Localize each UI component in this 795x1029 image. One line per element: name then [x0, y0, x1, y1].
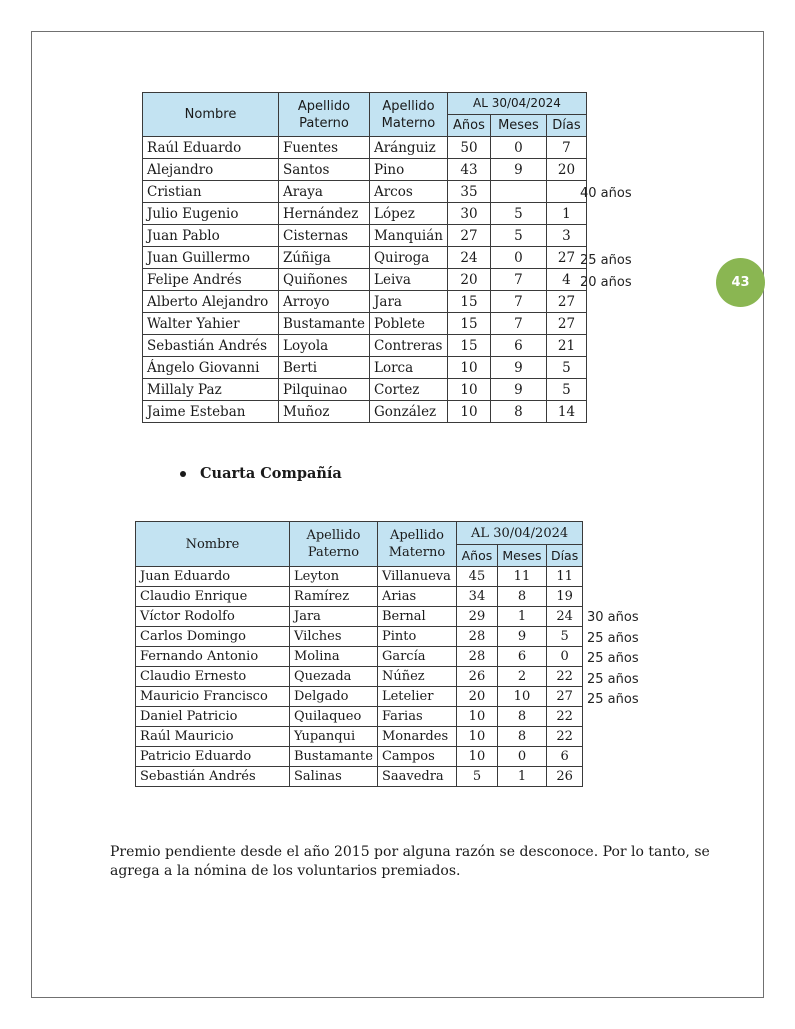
cell-apellido-paterno: Santos — [279, 159, 370, 181]
cell-dias: 27 — [546, 247, 586, 269]
cell-apellido-paterno: Ramírez — [290, 587, 378, 607]
cell-apellido-materno: Saavedra — [377, 767, 456, 787]
cell-apellido-paterno: Muñoz — [279, 401, 370, 423]
years-note: 25 años — [587, 692, 639, 707]
table-row — [136, 767, 583, 787]
cell-meses: 8 — [490, 401, 546, 423]
cell-apellido-materno: Arcos — [369, 181, 447, 203]
header-apellido-paterno: Apellido Paterno — [279, 93, 370, 137]
bullet-icon — [180, 471, 186, 477]
cell-meses: 8 — [497, 727, 546, 747]
cell-dias: 1 — [546, 203, 586, 225]
section-heading — [180, 465, 342, 482]
cell-apellido-paterno: Cisternas — [279, 225, 370, 247]
cell-meses: 0 — [490, 137, 546, 159]
table-row — [143, 159, 587, 181]
header-fecha: AL 30/04/2024 — [447, 93, 586, 115]
cell-apellido-materno: Villanueva — [377, 567, 456, 587]
cell-nombre: Sebastián Andrés — [143, 335, 279, 357]
cell-anos: 28 — [456, 627, 497, 647]
cell-apellido-paterno: Fuentes — [279, 137, 370, 159]
cell-nombre: Carlos Domingo — [136, 627, 290, 647]
cell-apellido-materno: Poblete — [369, 313, 447, 335]
cell-apellido-materno: Letelier — [377, 687, 456, 707]
table-row — [143, 247, 587, 269]
cell-nombre: Millaly Paz — [143, 379, 279, 401]
cell-dias: 20 — [546, 159, 586, 181]
table-row — [136, 567, 583, 587]
cell-apellido-paterno: Quiñones — [279, 269, 370, 291]
cell-apellido-materno: López — [369, 203, 447, 225]
table-row — [143, 313, 587, 335]
section-title: Cuarta Compañía — [200, 465, 342, 482]
cell-dias: 19 — [546, 587, 582, 607]
cell-anos: 24 — [447, 247, 490, 269]
header-nombre: Nombre — [143, 93, 279, 137]
header-apellido-paterno: Apellido Paterno — [290, 522, 378, 567]
cell-nombre: Jaime Esteban — [143, 401, 279, 423]
cell-anos: 15 — [447, 291, 490, 313]
cell-meses: 9 — [490, 379, 546, 401]
cell-dias: 6 — [546, 747, 582, 767]
cell-nombre: Alejandro — [143, 159, 279, 181]
table-row — [143, 269, 587, 291]
cell-apellido-paterno: Araya — [279, 181, 370, 203]
cell-meses: 8 — [497, 587, 546, 607]
cell-meses: 7 — [490, 269, 546, 291]
cell-nombre: Juan Pablo — [143, 225, 279, 247]
cell-apellido-materno: Pino — [369, 159, 447, 181]
years-note: 25 años — [587, 651, 639, 667]
table-row — [143, 137, 587, 159]
cell-apellido-paterno: Arroyo — [279, 291, 370, 313]
table-row — [143, 181, 587, 203]
table-row — [143, 291, 587, 313]
table-row — [136, 707, 583, 727]
cell-meses: 11 — [497, 567, 546, 587]
cell-anos: 10 — [456, 747, 497, 767]
table-cuarta-compania — [135, 521, 583, 787]
cell-apellido-materno: Pinto — [377, 627, 456, 647]
cell-apellido-paterno: Loyola — [279, 335, 370, 357]
header-fecha: AL 30/04/2024 — [456, 522, 582, 545]
cell-apellido-paterno: Jara — [290, 607, 378, 627]
cell-dias: 22 — [546, 707, 582, 727]
cell-meses: 6 — [497, 647, 546, 667]
header-dias: Días — [546, 115, 586, 137]
cell-dias: 5 — [546, 379, 586, 401]
years-note: 25 años — [587, 630, 639, 646]
cell-nombre: Mauricio Francisco — [136, 687, 290, 707]
cell-meses: 7 — [490, 313, 546, 335]
cell-meses: 9 — [490, 159, 546, 181]
cell-apellido-materno: Arias — [377, 587, 456, 607]
cell-meses: 6 — [490, 335, 546, 357]
cell-apellido-paterno: Molina — [290, 647, 378, 667]
cell-anos: 43 — [447, 159, 490, 181]
years-note: 30 años — [587, 610, 639, 626]
table-row — [136, 747, 583, 767]
header-nombre: Nombre — [136, 522, 290, 567]
cell-nombre: Walter Yahier — [143, 313, 279, 335]
cell-nombre: Patricio Eduardo — [136, 747, 290, 767]
cell-meses: 7 — [490, 291, 546, 313]
cell-nombre: Claudio Ernesto — [136, 667, 290, 687]
table-row — [136, 607, 583, 627]
cell-nombre: Julio Eugenio — [143, 203, 279, 225]
cell-dias: 27 — [546, 291, 586, 313]
cell-nombre: Claudio Enrique — [136, 587, 290, 607]
cell-apellido-paterno: Yupanqui — [290, 727, 378, 747]
cell-anos: 10 — [456, 727, 497, 747]
cell-meses: 9 — [490, 357, 546, 379]
cell-apellido-materno: Bernal — [377, 607, 456, 627]
cell-dias: 7 — [546, 137, 586, 159]
cell-nombre: Fernando Antonio — [136, 647, 290, 667]
cell-nombre: Raúl Eduardo — [143, 137, 279, 159]
cell-meses: 5 — [490, 203, 546, 225]
cell-apellido-paterno: Leyton — [290, 567, 378, 587]
years-note: 25 años — [580, 252, 632, 268]
cell-anos: 10 — [456, 707, 497, 727]
cell-anos: 20 — [456, 687, 497, 707]
cell-apellido-paterno: Berti — [279, 357, 370, 379]
footnote-paragraph: Premio pendiente desde el año 2015 por alguna razón se desconoce. Por lo tanto, se agrega a la nómina de los voluntarios premiados. — [110, 844, 710, 879]
cell-dias: 22 — [546, 667, 582, 687]
table-row — [136, 727, 583, 747]
cell-meses: 0 — [490, 247, 546, 269]
table-row — [136, 667, 583, 687]
cell-dias: 3 — [546, 225, 586, 247]
cell-apellido-paterno: Quilaqueo — [290, 707, 378, 727]
cell-apellido-materno: García — [377, 647, 456, 667]
cell-nombre: Sebastián Andrés — [136, 767, 290, 787]
cell-apellido-materno: Quiroga — [369, 247, 447, 269]
years-note: 40 años — [580, 186, 632, 202]
cell-dias: 0 — [546, 647, 582, 667]
table-row — [136, 587, 583, 607]
cell-apellido-materno: González — [369, 401, 447, 423]
table-row — [143, 335, 587, 357]
table-row — [136, 687, 583, 707]
cell-dias: 27 — [546, 313, 586, 335]
cell-dias: 27 — [546, 687, 582, 707]
cell-anos: 20 — [447, 269, 490, 291]
cell-apellido-materno: Aránguiz — [369, 137, 447, 159]
cell-anos: 10 — [447, 379, 490, 401]
cell-nombre: Alberto Alejandro — [143, 291, 279, 313]
table-row — [143, 401, 587, 423]
cell-meses: 0 — [497, 747, 546, 767]
cell-nombre: Juan Guillermo — [143, 247, 279, 269]
header-anos: Años — [447, 115, 490, 137]
table-row — [143, 357, 587, 379]
header-apellido-materno: Apellido Materno — [369, 93, 447, 137]
cell-anos: 45 — [456, 567, 497, 587]
cell-meses: 2 — [497, 667, 546, 687]
cell-apellido-materno: Jara — [369, 291, 447, 313]
table-row — [136, 627, 583, 647]
cell-apellido-materno: Núñez — [377, 667, 456, 687]
cell-nombre: Víctor Rodolfo — [136, 607, 290, 627]
cell-apellido-materno: Lorca — [369, 357, 447, 379]
header-meses: Meses — [490, 115, 546, 137]
cell-apellido-paterno: Zúñiga — [279, 247, 370, 269]
cell-anos: 15 — [447, 335, 490, 357]
cell-apellido-paterno: Pilquinao — [279, 379, 370, 401]
cell-anos: 10 — [447, 401, 490, 423]
cell-dias: 26 — [546, 767, 582, 787]
cell-apellido-materno: Manquián — [369, 225, 447, 247]
cell-dias: 24 — [546, 607, 582, 627]
cell-anos: 10 — [447, 357, 490, 379]
cell-dias: 14 — [546, 401, 586, 423]
cell-apellido-paterno: Hernández — [279, 203, 370, 225]
cell-dias: 5 — [546, 627, 582, 647]
cell-dias: 22 — [546, 727, 582, 747]
table-row — [143, 225, 587, 247]
table-row — [143, 379, 587, 401]
cell-nombre: Daniel Patricio — [136, 707, 290, 727]
cell-meses: 1 — [497, 767, 546, 787]
cell-meses: 9 — [497, 627, 546, 647]
cell-dias: 21 — [546, 335, 586, 357]
table-row — [136, 647, 583, 667]
header-dias: Días — [546, 545, 582, 567]
table-row — [143, 203, 587, 225]
cell-apellido-paterno: Bustamante — [279, 313, 370, 335]
cell-apellido-materno: Farias — [377, 707, 456, 727]
cell-apellido-materno: Leiva — [369, 269, 447, 291]
cell-dias: 11 — [546, 567, 582, 587]
table-tercera — [142, 92, 587, 423]
cell-apellido-materno: Campos — [377, 747, 456, 767]
cell-nombre: Cristian — [143, 181, 279, 203]
header-apellido-materno: Apellido Materno — [377, 522, 456, 567]
cell-apellido-materno: Cortez — [369, 379, 447, 401]
cell-anos: 5 — [456, 767, 497, 787]
cell-anos: 30 — [447, 203, 490, 225]
cell-apellido-paterno: Quezada — [290, 667, 378, 687]
cell-anos: 50 — [447, 137, 490, 159]
cell-apellido-materno: Monardes — [377, 727, 456, 747]
years-note: 25 años — [587, 671, 639, 687]
cell-dias: 5 — [546, 357, 586, 379]
cell-anos: 26 — [456, 667, 497, 687]
cell-anos: 28 — [456, 647, 497, 667]
cell-nombre: Felipe Andrés — [143, 269, 279, 291]
cell-dias: 4 — [546, 269, 586, 291]
cell-nombre: Ángelo Giovanni — [143, 357, 279, 379]
cell-nombre: Raúl Mauricio — [136, 727, 290, 747]
cell-anos: 35 — [447, 181, 490, 203]
cell-anos: 34 — [456, 587, 497, 607]
cell-apellido-paterno: Vilches — [290, 627, 378, 647]
cell-meses: 8 — [497, 707, 546, 727]
cell-anos: 15 — [447, 313, 490, 335]
cell-anos: 27 — [447, 225, 490, 247]
cell-anos: 29 — [456, 607, 497, 627]
cell-meses — [490, 181, 546, 203]
page-number-badge: 43 — [716, 258, 765, 307]
header-meses: Meses — [497, 545, 546, 567]
cell-meses: 10 — [497, 687, 546, 707]
cell-nombre: Juan Eduardo — [136, 567, 290, 587]
cell-apellido-materno: Contreras — [369, 335, 447, 357]
cell-apellido-paterno: Bustamante — [290, 747, 378, 767]
cell-apellido-paterno: Salinas — [290, 767, 378, 787]
header-anos: Años — [456, 545, 497, 567]
cell-meses: 1 — [497, 607, 546, 627]
cell-meses: 5 — [490, 225, 546, 247]
years-note: 20 años — [580, 274, 632, 290]
cell-apellido-paterno: Delgado — [290, 687, 378, 707]
